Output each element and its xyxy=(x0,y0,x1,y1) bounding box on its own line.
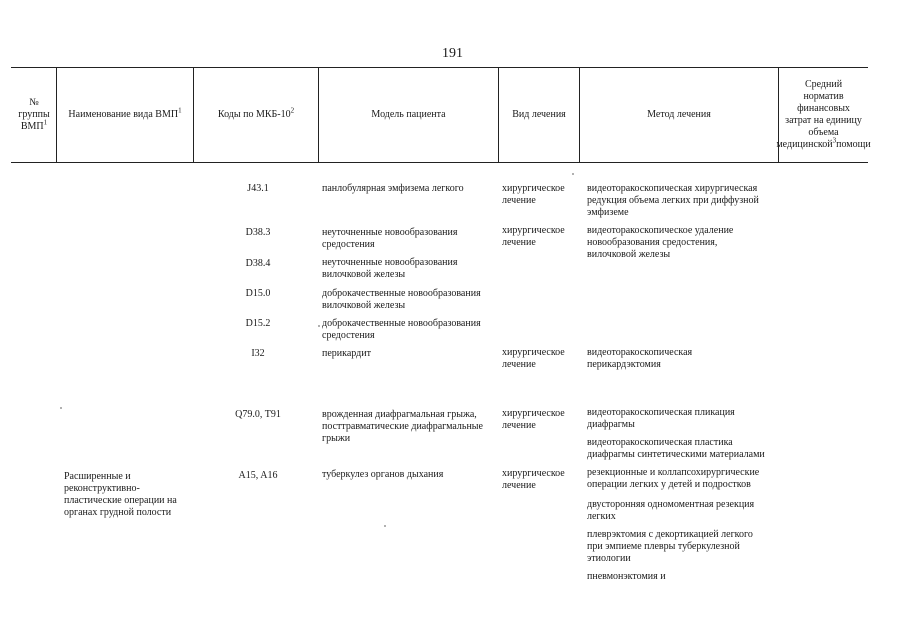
footnote-marker: 3 xyxy=(832,136,837,145)
header-average-cost: Средний норматив финансовых затрат на единицу объема медицинской$^3$помощи xyxy=(776,79,871,150)
patient-model: туберкулез органов дыхания xyxy=(322,469,444,480)
treatment-type: хирургическое лечение xyxy=(502,225,565,248)
icd-code: A15, A16 xyxy=(238,470,278,481)
header-patient-model: Модель пациента xyxy=(371,109,446,120)
treatment-type: хирургическое лечение xyxy=(502,183,565,206)
treatment-method: резекционные и коллапсохирургические операции легких у детей и подростков xyxy=(587,467,760,490)
patient-model: доброкачественные новообразования вилочковой железы xyxy=(322,288,481,311)
icd-code: D15.2 xyxy=(245,318,271,329)
treatment-method: видеоторакоскопическая перикардэктомия xyxy=(587,347,693,370)
icd-code: Q79.0, T91 xyxy=(235,409,281,420)
treatment-method: пневмонэктомия и xyxy=(587,571,666,582)
icd-code: J43.1 xyxy=(247,183,269,194)
patient-model: неуточненные новообразования средостения xyxy=(322,227,458,250)
header-treatment-method: Метод лечения xyxy=(647,109,711,120)
treatment-method: плеврэктомия с декортикацией легкого при эмпиеме плевры туберкулезной этиологии xyxy=(587,529,753,564)
patient-model: панлобулярная эмфизема легкого xyxy=(322,183,464,194)
cost-header-line: медицинской xyxy=(776,139,833,150)
patient-model: врожденная диафрагмальная грыжа, посттравматические диафрагмальные грыжи xyxy=(322,409,483,444)
treatment-method: видеоторакоскопическая хирургическая редукция объема легких при диффузной эмфиземе xyxy=(587,183,759,218)
group-name: Расширенные и реконструктивно- пластические операции на органах грудной полости xyxy=(64,471,177,518)
icd-code: D38.3 xyxy=(245,227,271,238)
scan-speck xyxy=(384,525,386,527)
icd-code: I32 xyxy=(251,348,265,359)
scan-speck xyxy=(60,407,62,409)
icd-code: D38.4 xyxy=(245,258,271,269)
header-vmp-name: Наименование вида ВМП$^1$ xyxy=(68,106,182,120)
patient-model: перикардит xyxy=(322,348,371,359)
header-group-number: № группы ВМП$^1$ xyxy=(18,97,50,132)
scan-speck xyxy=(572,173,574,175)
treatment-method: видеоторакоскопическая пластика диафрагмы синтетическими материалами xyxy=(587,437,765,460)
treatment-method: видеоторакоскопическая пликация диафрагмы xyxy=(587,407,735,430)
treatment-type: хирургическое лечение xyxy=(502,468,565,491)
treatment-method: двусторонняя одномоментная резекция легких xyxy=(587,499,755,522)
icd-code: D15.0 xyxy=(245,288,271,299)
scan-speck xyxy=(318,325,320,327)
treatment-type: хирургическое лечение xyxy=(502,347,565,370)
treatment-method: видеоторакоскопическое удаление новообразования средостения, вилочковой железы xyxy=(587,225,734,260)
header-icd-codes: Коды по МКБ-$10^2$ xyxy=(217,106,295,120)
patient-model: доброкачественные новообразования средостения xyxy=(322,318,481,341)
treatment-type: хирургическое лечение xyxy=(502,408,565,431)
header-treatment-type: Вид лечения xyxy=(512,109,566,120)
patient-model: неуточненные новообразования вилочковой железы xyxy=(322,257,458,280)
page-number: 191 xyxy=(442,46,463,61)
